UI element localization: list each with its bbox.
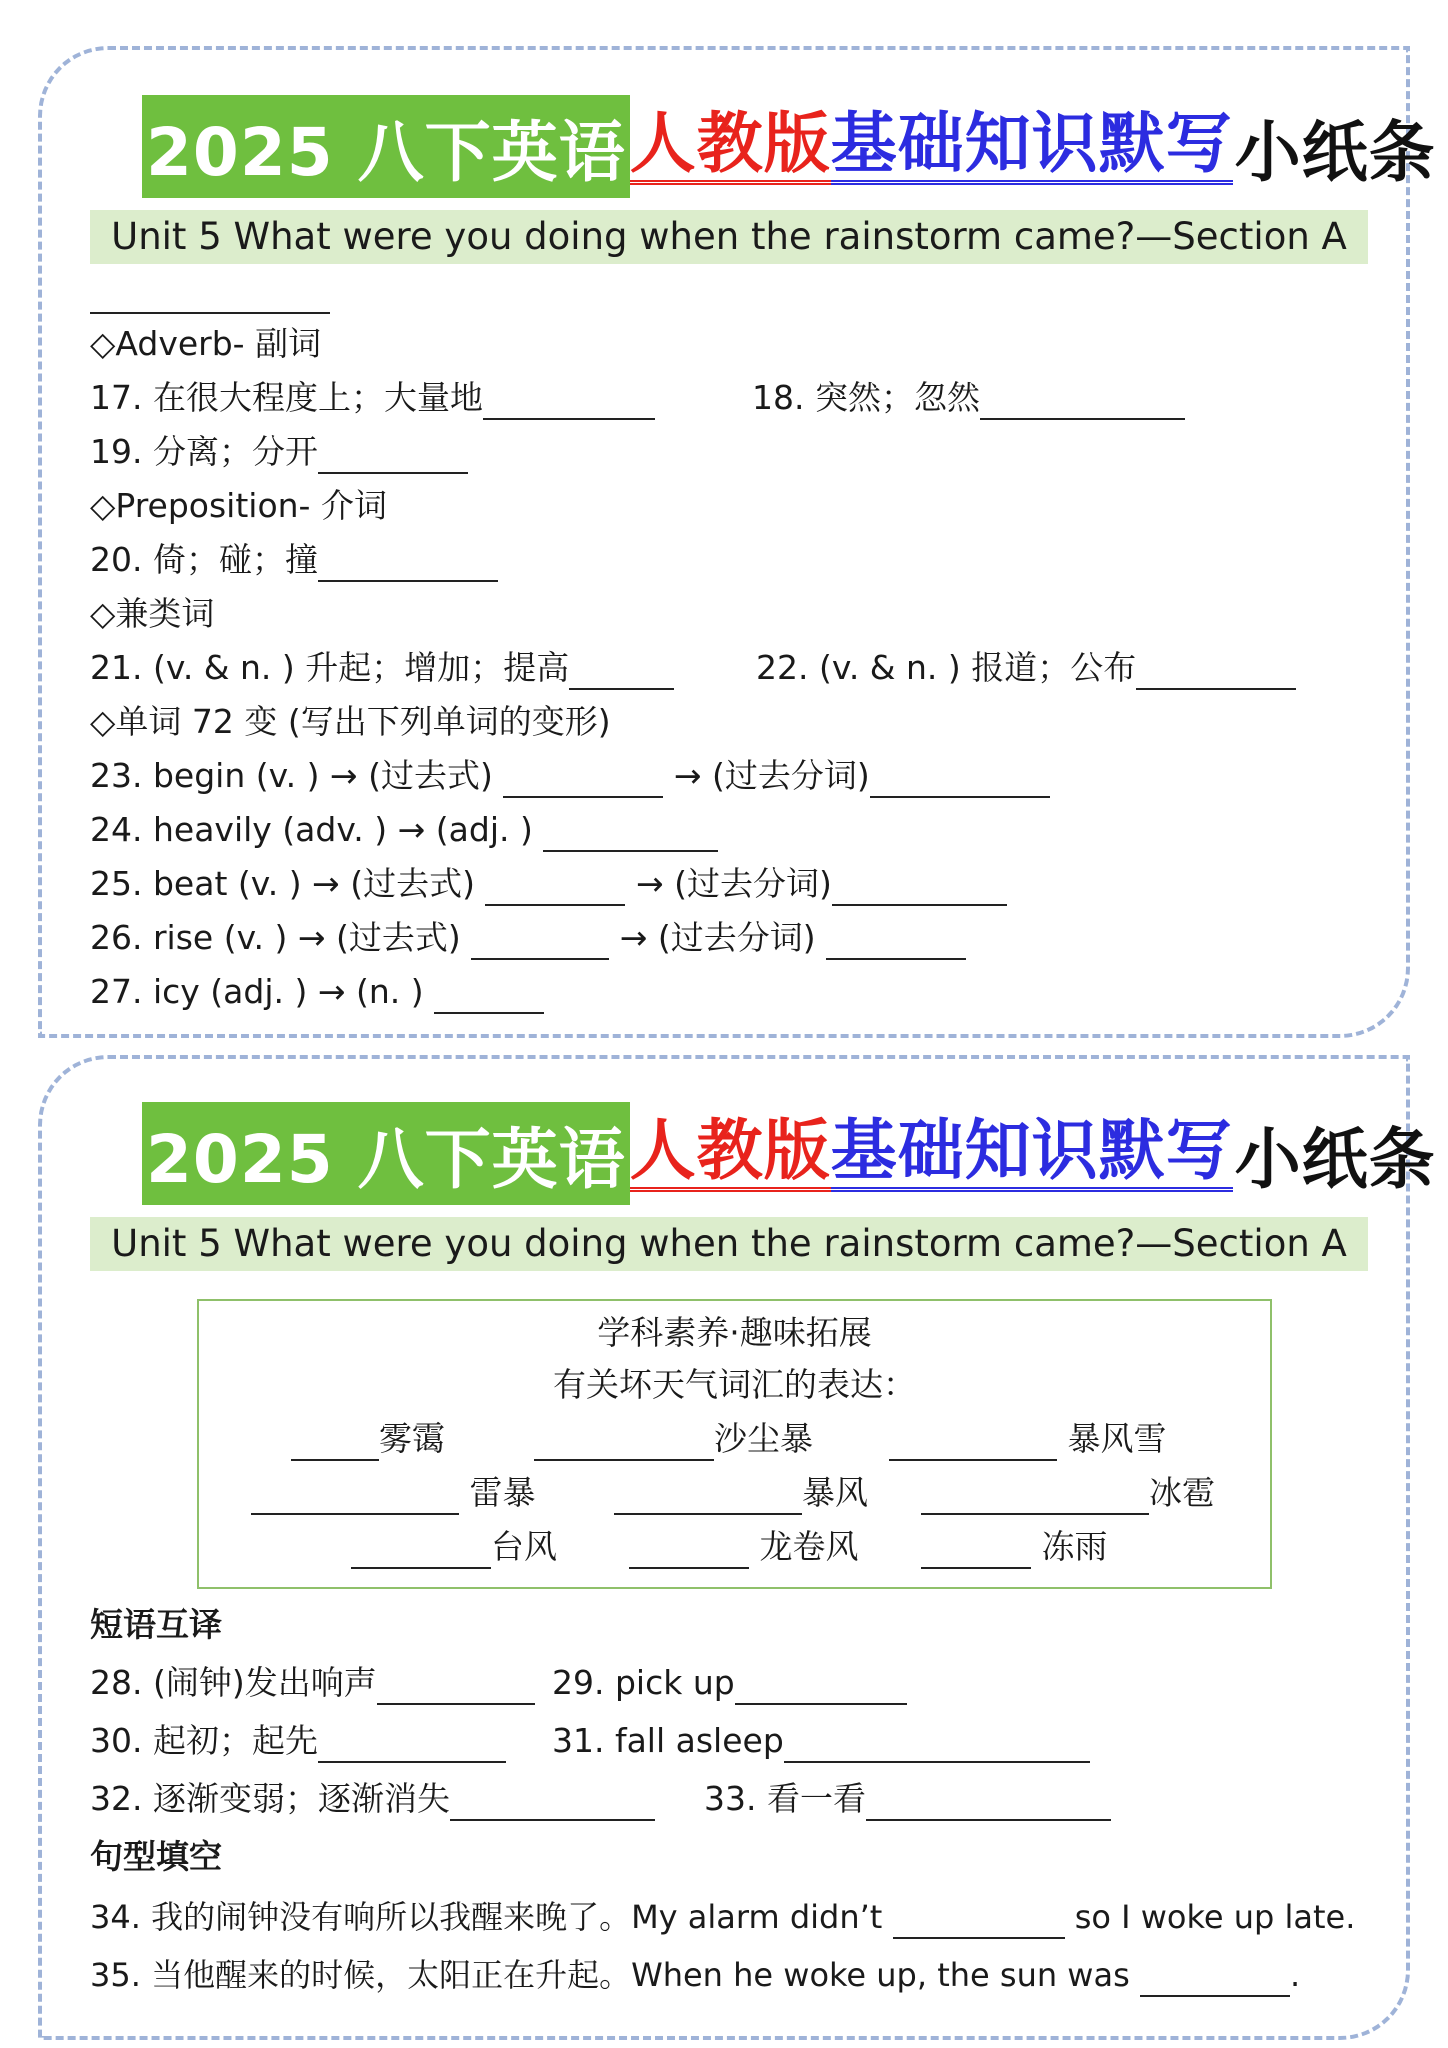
title-blue-part: 基础知识默写 <box>831 108 1233 186</box>
title-green-part: 2025 八下英语 <box>142 1102 630 1205</box>
word-freezing-rain <box>921 1525 1108 1569</box>
answer-blank[interactable] <box>832 870 1007 906</box>
phrases-heading: 短语互译 <box>90 1605 222 1644</box>
sentence-heading: 句型填空 <box>90 1837 222 1876</box>
card1-title <box>142 94 1436 199</box>
word-sandstorm <box>534 1417 813 1461</box>
answer-blank[interactable] <box>471 924 609 960</box>
word-label: 雷暴 <box>469 1473 536 1512</box>
q25-label-b: → (过去分词) <box>635 864 832 903</box>
answer-blank[interactable] <box>377 1669 535 1705</box>
question-25 <box>90 862 1007 906</box>
question-23 <box>90 754 1050 798</box>
answer-blank[interactable] <box>629 1533 749 1569</box>
card2-title <box>142 1101 1436 1206</box>
word-label: 暴风雪 <box>1067 1419 1167 1458</box>
q27-label: 27. icy (adj. ) → (n. ) <box>90 972 424 1011</box>
q32-label: 32. 逐渐变弱；逐渐消失 <box>90 1779 450 1818</box>
word-fog <box>291 1417 445 1461</box>
q22-label: 22. (v. & n. ) 报道；公布 <box>756 648 1137 687</box>
answer-blank[interactable] <box>866 1785 1111 1821</box>
answer-blank[interactable] <box>291 1425 379 1461</box>
q26-label-b: → (过去分词) <box>619 918 816 957</box>
question-33 <box>704 1777 1111 1821</box>
word-label: 沙尘暴 <box>714 1419 813 1458</box>
word-typhoon <box>351 1525 557 1569</box>
q30-label: 30. 起初；起先 <box>90 1721 318 1760</box>
word-label: 暴风 <box>802 1473 868 1512</box>
q35-period: . <box>1289 1956 1301 1994</box>
word-label: 冻雨 <box>1041 1527 1108 1566</box>
word-label: 龙卷风 <box>759 1527 859 1566</box>
question-29 <box>552 1661 907 1705</box>
answer-blank[interactable] <box>980 384 1185 420</box>
question-28 <box>90 1661 535 1705</box>
answer-blank[interactable] <box>893 1903 1065 1939</box>
q17-label: 17. 在很大程度上；大量地 <box>90 378 483 417</box>
question-17 <box>90 376 655 420</box>
answer-blank[interactable] <box>485 870 625 906</box>
q26-label: 26. rise (v. ) → (过去式) <box>90 918 461 957</box>
word-label: 雾霭 <box>379 1419 445 1458</box>
question-18 <box>752 376 1185 420</box>
word-storm <box>614 1471 868 1515</box>
q20-label: 20. 倚；碰；撞 <box>90 540 318 579</box>
word-label: 冰雹 <box>1149 1473 1215 1512</box>
q35-label: 35. 当他醒来的时候，太阳正在升起。When he woke up, the sun was <box>90 1956 1130 1994</box>
question-24 <box>90 808 718 852</box>
q31-label: 31. fall asleep <box>552 1721 784 1760</box>
q23-label-b: → (过去分词) <box>673 756 870 795</box>
answer-blank[interactable] <box>921 1479 1149 1515</box>
title-red-part: 人教版 <box>630 1115 831 1193</box>
answer-blank[interactable] <box>503 762 663 798</box>
q34-label-b: so I woke up late. <box>1074 1898 1356 1936</box>
answer-blank[interactable] <box>889 1425 1057 1461</box>
q33-label: 33. 看一看 <box>704 1779 866 1818</box>
answer-blank[interactable] <box>614 1479 802 1515</box>
title-blue-part: 基础知识默写 <box>831 1115 1233 1193</box>
section-adverb: ◇Adverb- 副词 <box>90 324 322 363</box>
question-34 <box>90 1895 1355 1939</box>
answer-blank[interactable] <box>318 438 468 474</box>
question-19 <box>90 430 468 474</box>
q19-label: 19. 分离；分开 <box>90 432 318 471</box>
q18-label: 18. 突然；忽然 <box>752 378 980 417</box>
worksheet-card-2 <box>38 1055 1436 2040</box>
answer-blank[interactable] <box>735 1669 907 1705</box>
question-22 <box>756 646 1296 690</box>
answer-blank[interactable] <box>921 1533 1031 1569</box>
title-black-part: 小纸条 <box>1234 1121 1436 1198</box>
q23-label: 23. begin (v. ) → (过去式) <box>90 756 493 795</box>
section-multi-class: ◇兼类词 <box>90 594 215 633</box>
divider-line <box>90 312 330 314</box>
title-black-part: 小纸条 <box>1234 114 1436 191</box>
box-subheading: 有关坏天气词汇的表达： <box>553 1365 916 1404</box>
answer-blank[interactable] <box>543 816 718 852</box>
question-30 <box>90 1719 506 1763</box>
word-tornado <box>629 1525 859 1569</box>
answer-blank[interactable] <box>784 1727 1090 1763</box>
answer-blank[interactable] <box>318 1727 506 1763</box>
answer-blank[interactable] <box>483 384 655 420</box>
section-preposition: ◇Preposition- 介词 <box>90 486 387 525</box>
box-heading: 学科素养·趣味拓展 <box>597 1313 872 1352</box>
unit-banner: Unit 5 What were you doing when the rainstorm came?—Section A <box>90 1217 1368 1271</box>
answer-blank[interactable] <box>1136 654 1296 690</box>
answer-blank[interactable] <box>1140 1961 1290 1997</box>
q24-label: 24. heavily (adv. ) → (adj. ) <box>90 810 533 849</box>
word-blizzard <box>889 1417 1167 1461</box>
q25-label: 25. beat (v. ) → (过去式) <box>90 864 475 903</box>
q28-label: 28. (闹钟)发出响声 <box>90 1663 377 1702</box>
question-31 <box>552 1719 1090 1763</box>
q34-label: 34. 我的闹钟没有响所以我醒来晚了。My alarm didn’t <box>90 1898 883 1936</box>
answer-blank[interactable] <box>318 546 498 582</box>
question-26 <box>90 916 966 960</box>
answer-blank[interactable] <box>351 1533 491 1569</box>
answer-blank[interactable] <box>826 924 966 960</box>
question-35 <box>90 1953 1300 1997</box>
answer-blank[interactable] <box>534 1425 714 1461</box>
word-hail <box>921 1471 1215 1515</box>
question-20 <box>90 538 498 582</box>
title-green-part: 2025 八下英语 <box>142 95 630 198</box>
vocabulary-box <box>197 1299 1272 1589</box>
word-thunderstorm <box>251 1471 536 1515</box>
title-red-part: 人教版 <box>630 108 831 186</box>
question-21 <box>90 646 674 690</box>
answer-blank[interactable] <box>434 978 544 1014</box>
q29-label: 29. pick up <box>552 1663 735 1702</box>
section-word-forms: ◇单词 72 变 (写出下列单词的变形) <box>90 702 611 741</box>
answer-blank[interactable] <box>450 1785 655 1821</box>
question-27 <box>90 970 544 1014</box>
worksheet-card-1 <box>38 46 1436 1038</box>
word-label: 台风 <box>491 1527 557 1566</box>
answer-blank[interactable] <box>870 762 1050 798</box>
answer-blank[interactable] <box>569 654 674 690</box>
unit-banner: Unit 5 What were you doing when the rainstorm came?—Section A <box>90 210 1368 264</box>
q21-label: 21. (v. & n. ) 升起；增加；提高 <box>90 648 570 687</box>
answer-blank[interactable] <box>251 1479 459 1515</box>
question-32 <box>90 1777 655 1821</box>
